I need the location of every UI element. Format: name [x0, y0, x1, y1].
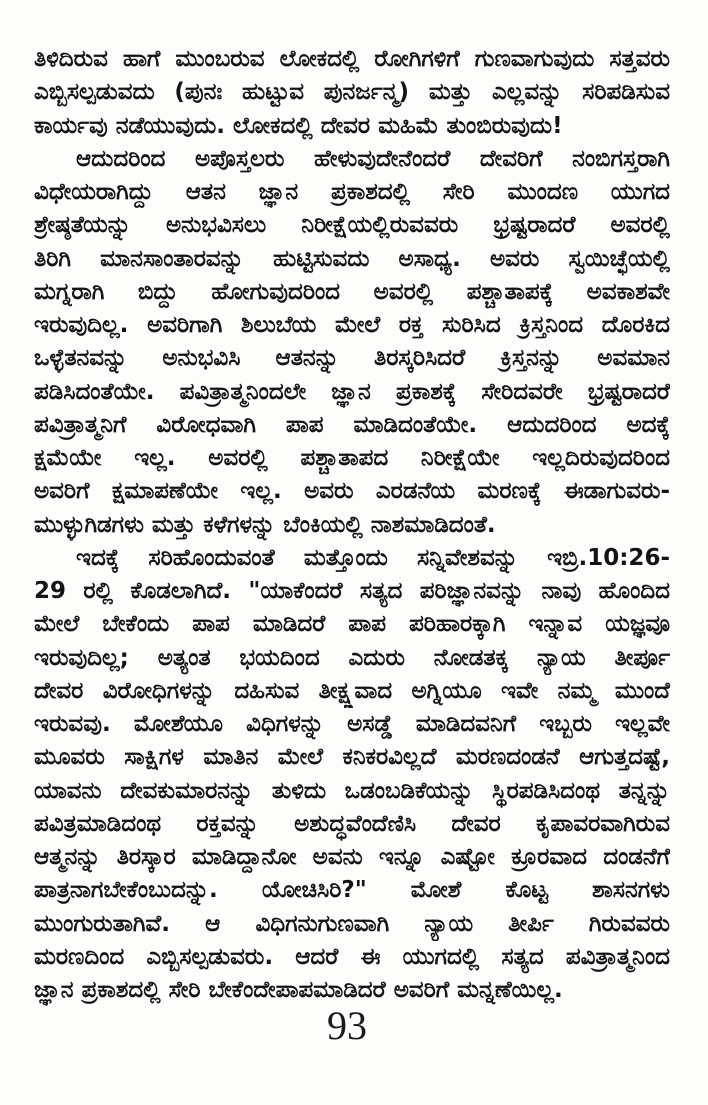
text-line: ಮುಂಗುರುತಾಗಿವೆ. ಆ ವಿಧಿಗನುಗುಣವಾಗಿ ನ್ಯಾಯ ತೀರ್ಪಿ ಗಿರುವವರು — [34, 910, 670, 937]
text-line: ದೇವರ ವಿರೋಧಿಗಳನ್ನು ದಹಿಸುವ ತೀಕ್ಷ್ಣವಾದ ಅಗ್ನಿಯೂ ಇವೇ ನಮ್ಮ ಮುಂದೆ — [34, 677, 670, 704]
text-line: ಇರುವುದಿಲ್ಲ; ಅತ್ಯಂತ ಭಯದಿಂದ ಎದುರು ನೋಡತಕ್ಕ ನ್ಯಾಯ ತೀರ್ಪೂ — [34, 644, 670, 671]
text-line: ಮುಳ್ಳುಗಿಡಗಳು ಮತ್ತು ಕಳೆಗಳನ್ನು ಬೆಂಕಿಯಲ್ಲಿ ನಾಶಮಾಡಿದಂತೆ. — [34, 511, 496, 538]
text-line: ಇರುವುದಿಲ್ಲ. ಅವರಿಗಾಗಿ ಶಿಲುಬೆಯ ಮೇಲೆ ರಕ್ತ ಸುರಿಸಿದ ಕ್ರಿಸ್ತನಿಂದ ದೊರಕಿದ — [34, 312, 670, 338]
text-line: 29 ರಲ್ಲಿ ಕೊಡಲಾಗಿದೆ. "ಯಾಕೆಂದರೆ ಸತ್ಯದ ಪರಿಜ್ಞಾನವನ್ನು ನಾವು ಹೊಂದಿದ — [34, 578, 670, 604]
text-line: ಅವರಿಗೆ ಕ್ಷಮಾಪಣೆಯೇ ಇಲ್ಲ. ಅವರು ಎರಡನೆಯ ಮರಣಕ್ಕೆ ಈಡಾಗುವರು- — [34, 478, 670, 505]
text-line: ಮೂವರು ಸಾಕ್ಷಿಗಳ ಮಾತಿನ ಮೇಲೆ ಕನಿಕರವಿಲ್ಲದೆ ಮರಣದಂಡನೆ ಆಗುತ್ತದಷ್ಟೆ, — [34, 744, 670, 771]
text-line: ಒಳ್ಳೆತನವನ್ನು ಅನುಭವಿಸಿ ಆತನನ್ನು ತಿರಸ್ಕರಿಸಿದರೆ ಕ್ರಿಸ್ತನನ್ನು ಅವಮಾನ — [34, 345, 670, 372]
text-line: ಶ್ರೇಷ್ಠತೆಯನ್ನು ಅನುಭವಿಸಲು ನಿರೀಕ್ಷೆಯಲ್ಲಿರುವವರು ಭ್ರಷ್ಟರಾದರೆ ಅವರಲ್ಲಿ — [34, 212, 670, 239]
text-line: ಇರುವವು. ಮೋಶೆಯೂ ವಿಧಿಗಳನ್ನು ಅಸಡ್ಡೆ ಮಾಡಿದವನಿಗೆ ಇಬ್ಬರು ಇಲ್ಲವೇ — [34, 711, 670, 737]
text-line: ಮರಣದಿಂದ ಎಬ್ಬಿಸಲ್ಪಡುವರು. ಆದರೆ ಈ ಯುಗದಲ್ಲಿ ಸತ್ಯದ ಪವಿತ್ರಾತ್ಮನಿಂದ — [34, 943, 670, 970]
text-line: ಇದಕ್ಕೆ ಸರಿಹೊಂದುವಂತೆ ಮತ್ತೊಂದು ಸನ್ನಿವೇಶವನ್ನು ಇಬ್ರಿ.10:26- — [76, 544, 670, 571]
text-line: ತಿಳಿದಿರುವ ಹಾಗೆ ಮುಂಬರುವ ಲೋಕದಲ್ಲಿ ರೋಗಿಗಳಿಗೆ ಗುಣವಾಗುವುದು ಸತ್ತವರು — [34, 46, 670, 72]
text-line: ಮೇಲೆ ಬೇಕೆಂದು ಪಾಪ ಮಾಡಿದರೆ ಪಾಪ ಪರಿಹಾರಕ್ಕಾಗಿ ಇನ್ನಾವ ಯಜ್ಞವೂ — [34, 611, 670, 638]
text-line: ತಿರಿಗಿ ಮಾನಸಾಂತಾರವನ್ನು ಹುಟ್ಟಿಸುವದು ಅಸಾಧ್ಯ. ಅವರು ಸ್ವಯಿಚ್ಛೆಯಲ್ಲಿ — [34, 245, 670, 272]
text-line: ಪಡಿಸಿದಂತೆಯೇ. ಪವಿತ್ರಾತ್ಮನಿಂದಲೇ ಜ್ಞಾನ ಪ್ರಕಾಶಕ್ಕೆ ಸೇರಿದವರೇ ಭ್ರಷ್ಟರಾದರೆ — [34, 378, 670, 405]
text-line: ಪವಿತ್ರಾತ್ಮನಿಗೆ ವಿರೋಧವಾಗಿ ಪಾಪ ಮಾಡಿದಂತೆಯೇ. ಆದುದರಿಂದ ಅದಕ್ಕೆ — [34, 411, 670, 438]
text-line: ಯಾವನು ದೇವಕುಮಾರನನ್ನು ತುಳಿದು ಒಡಂಬಡಿಕೆಯನ್ನು ಸ್ಥಿರಪಡಿಸಿದಂಥ ತನ್ನನ್ನು — [34, 777, 670, 804]
text-line: ಕಾರ್ಯವು ನಡೆಯುವುದು. ಲೋಕದಲ್ಲಿ ದೇವರ ಮಹಿಮೆ ತುಂಬಿರುವುದು! — [34, 112, 563, 139]
text-line: ಪಾತ್ರನಾಗಬೇಕೆಂಬುದನ್ನು. ಯೋಚಿಸಿರಿ?" ಮೋಶೆ ಕೊಟ್ಟ ಶಾಸನಗಳು — [34, 877, 670, 904]
text-line: ಎಬ್ಬಿಸಲ್ಪಡುವದು (ಪುನಃ ಹುಟ್ಟುವ ಪುನರ್ಜನ್ಮ) ಮತ್ತು ಎಲ್ಲವನ್ನು ಸರಿಪಡಿಸುವ — [34, 79, 670, 106]
text-line: ಪವಿತ್ರಮಾಡಿದಂಥ ರಕ್ತವನ್ನು ಅಶುದ್ಧವೆಂದೆಣಿಸಿ ದೇವರ ಕೃಪಾವರವಾಗಿರುವ — [34, 810, 670, 837]
body-text — [34, 43, 670, 1007]
text-line: ಮಗ್ನರಾಗಿ ಬಿದ್ದು ಹೋಗುವುದರಿಂದ ಅವರಲ್ಲಿ ಪಶ್ಚಾತಾಪಕ್ಕೆ ಅವಕಾಶವೇ — [34, 278, 670, 305]
text-line: ಆದುದರಿಂದ ಅಪೊಸ್ತಲರು ಹೇಳುವುದೇನೆಂದರೆ ದೇವರಿಗೆ ನಂಬಿಗಸ್ತರಾಗಿ — [76, 145, 670, 172]
text-line: ವಿಧೇಯರಾಗಿದ್ದು ಆತನ ಜ್ಞಾನ ಪ್ರಕಾಶದಲ್ಲಿ ಸೇರಿ ಮುಂದಣ ಯುಗದ — [34, 179, 670, 205]
text-line: ಆತ್ಮನನ್ನು ತಿರಸ್ಕಾರ ಮಾಡಿದ್ದಾನೋ ಅವನು ಇನ್ನೂ ಎಷ್ಟೋ ಕ್ರೂರವಾದ ದಂಡನೆಗೆ — [34, 844, 670, 870]
text-line: ಜ್ಞಾನ ಪ್ರಕಾಶದಲ್ಲಿ ಸೇರಿ ಬೇಕೆಂದೇಪಾಪಮಾಡಿದರೆ ಅವರಿಗೆ ಮನ್ನಣೆಯಿಲ್ಲ. — [34, 977, 563, 1003]
page-number: 93 — [327, 1003, 367, 1048]
text-line: ಕ್ಷಮೆಯೇ ಇಲ್ಲ. ಅವರಲ್ಲಿ ಪಶ್ಚಾತಾಪದ ನಿರೀಕ್ಷೆಯೇ ಇಲ್ಲದಿರುವುದರಿಂದ — [34, 445, 670, 471]
